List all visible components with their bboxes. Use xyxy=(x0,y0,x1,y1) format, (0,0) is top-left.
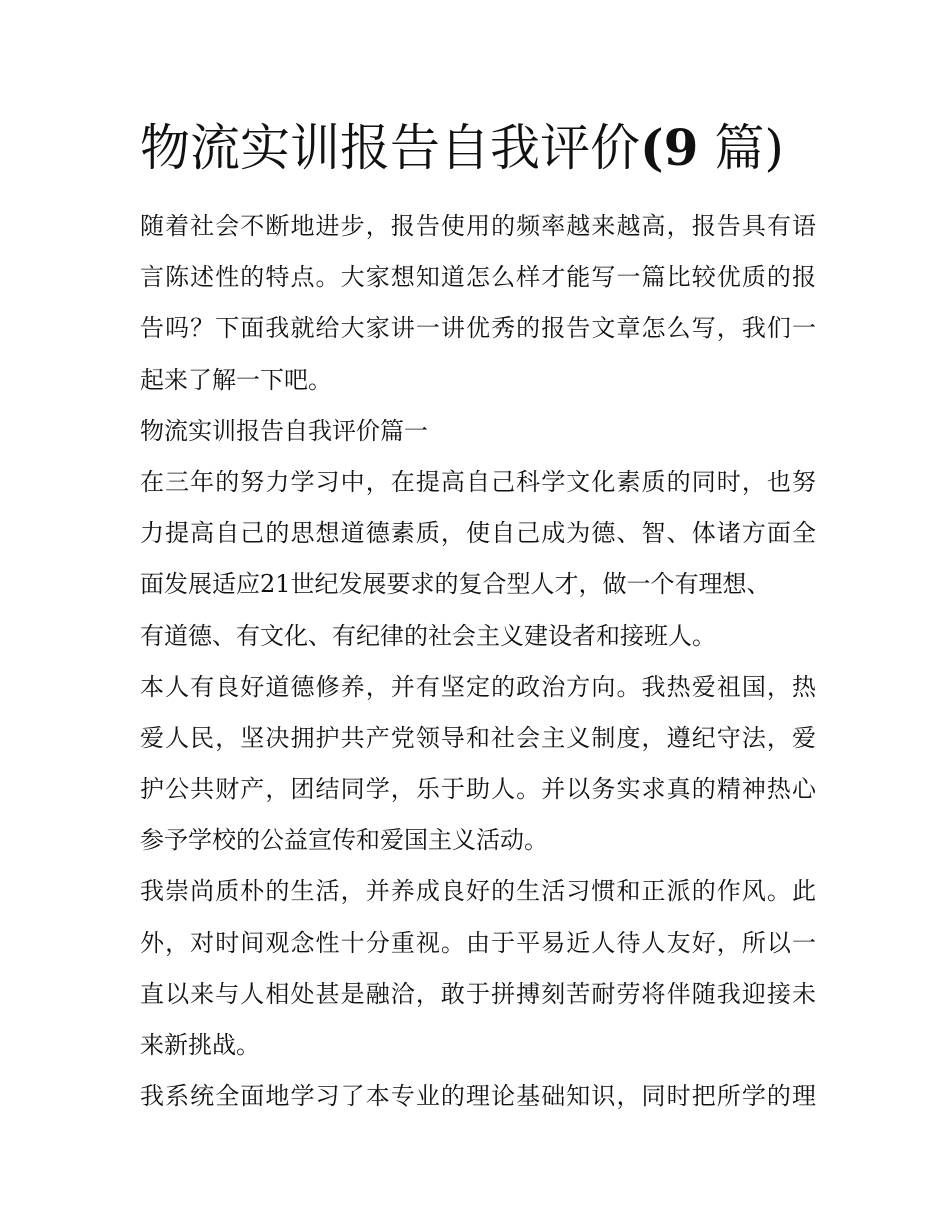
body-line: 随着社会不断地进步，报告使用的频率越来越高，报告具有语 xyxy=(140,212,816,240)
body-line: 本人有良好道德修养，并有坚定的政治方向。我热爱祖国，热 xyxy=(140,672,816,701)
document-title xyxy=(140,118,840,178)
title-suffix: 篇) xyxy=(714,119,784,177)
title-count: (9 xyxy=(640,118,699,177)
body-line: 面发展适应21世纪发展要求的复合型人才，做一个有理想、 xyxy=(140,570,771,599)
body-line: 爱人民，坚决拥护共产党领导和社会主义制度，遵纪守法，爱 xyxy=(140,723,816,752)
body-line: 参予学校的公益宣传和爱国主义活动。 xyxy=(140,826,548,855)
body-line: 力提高自己的思想道德素质，使自己成为德、智、体诸方面全 xyxy=(140,519,816,548)
body-line: 来新挑战。 xyxy=(140,1031,260,1059)
body-line: 直以来与人相处甚是融洽，敢于拼搏刻苦耐劳将伴随我迎接未 xyxy=(140,979,816,1008)
body-line: 告吗？下面我就给大家讲一讲优秀的报告文章怎么写，我们一 xyxy=(140,314,816,343)
body-line: 我崇尚质朴的生活，并养成良好的生活习惯和正派的作风。此 xyxy=(140,877,816,906)
document-body xyxy=(140,201,816,1122)
title-text: 物流实训报告自我评价 xyxy=(140,119,640,177)
body-line: 护公共财产，团结同学，乐于助人。并以务实求真的精神热心 xyxy=(140,775,816,804)
body-line: 有道德、有文化、有纪律的社会主义建设者和接班人。 xyxy=(140,621,716,650)
body-line: 我系统全面地学习了本专业的理论基础知识，同时把所学的理 xyxy=(140,1082,816,1111)
body-line: 言陈述性的特点。大家想知道怎么样才能写一篇比较优质的报 xyxy=(140,263,816,292)
body-line: 起来了解一下吧。 xyxy=(140,365,332,394)
section-heading: 物流实训报告自我评价篇一 xyxy=(140,416,428,445)
body-line: 在三年的努力学习中，在提高自己科学文化素质的同时，也努 xyxy=(140,467,816,496)
body-line: 外，对时间观念性十分重视。由于平易近人待人友好，所以一 xyxy=(140,928,816,957)
